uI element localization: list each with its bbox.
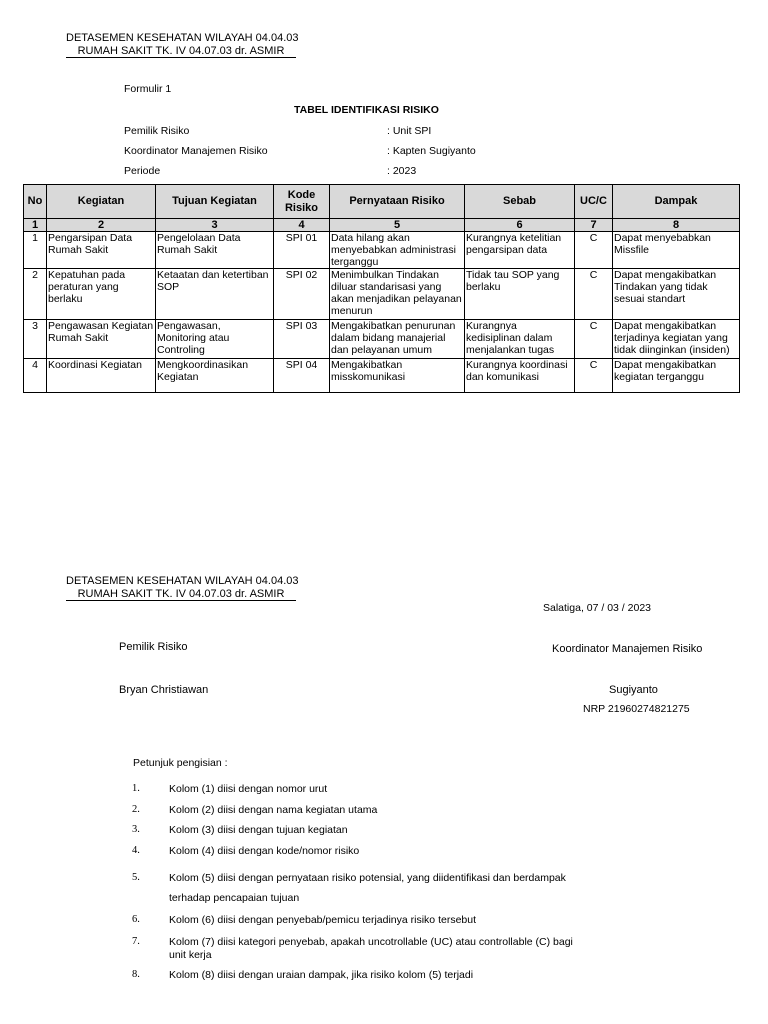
cell-kode: SPI 02	[274, 269, 330, 320]
instruction-text: Kolom (6) diisi dengan penyebab/pemicu terjadinya risiko tersebut	[169, 914, 477, 926]
col-number: 3	[156, 219, 274, 232]
cell-sebab: Tidak tau SOP yang berlaku	[465, 269, 575, 320]
cell-kegiatan: Pengawasan Kegiatan Rumah Sakit	[47, 320, 156, 359]
cell-tujuan: Pengelolaan Data Rumah Sakit	[156, 232, 274, 269]
instruction-number: 2.	[132, 804, 140, 815]
cell-kode: SPI 01	[274, 232, 330, 269]
instruction-text: Kolom (2) diisi dengan nama kegiatan utama	[169, 804, 378, 816]
col-header-no: No	[24, 185, 47, 219]
table-column-number-row	[24, 219, 740, 232]
cell-tujuan: Pengawasan, Monitoring atau Controling	[156, 320, 274, 359]
institution-name: DETASEMEN KESEHATAN WILAYAH 04.04.03	[66, 32, 299, 44]
form-title: TABEL IDENTIFIKASI RISIKO	[294, 104, 439, 116]
field-value-period: : 2023	[387, 165, 417, 177]
cell-dampak: Dapat mengakibatkan terjadinya kegiatan yang tidak diinginkan (insiden)	[613, 320, 740, 359]
cell-kegiatan: Kepatuhan pada peraturan yang berlaku	[47, 269, 156, 320]
institution-name: DETASEMEN KESEHATAN WILAYAH 04.04.03	[66, 575, 299, 587]
cell-sebab: Kurangnya koordinasi dan komunikasi	[465, 359, 575, 393]
instruction-text-continued: unit kerja	[169, 949, 212, 961]
instruction-number: 8.	[132, 969, 140, 980]
table-row	[24, 269, 740, 320]
field-value-owner: : Unit SPI	[387, 125, 432, 137]
left-signer-role: Pemilik Risiko	[119, 641, 188, 653]
cell-pernyataan: Mengakibatkan misskomunikasi	[330, 359, 465, 393]
col-header-kode: Kode Risiko	[274, 185, 330, 219]
instruction-text: Kolom (5) diisi dengan pernyataan risiko potensial, yang diidentifikasi dan berdampak	[169, 872, 566, 884]
cell-kode: SPI 04	[274, 359, 330, 393]
col-number: 6	[465, 219, 575, 232]
instruction-text: Kolom (4) diisi dengan kode/nomor risiko	[169, 845, 360, 857]
cell-no: 1	[24, 232, 47, 269]
table-header-row	[24, 185, 740, 219]
cell-dampak: Dapat menyebabkan Missfile	[613, 232, 740, 269]
cell-pernyataan: Data hilang akan menyebabkan administrasi terganggu	[330, 232, 465, 269]
instruction-number: 4.	[132, 845, 140, 856]
place-date: Salatiga, 07 / 03 / 2023	[543, 602, 651, 614]
right-signer-id: NRP 21960274821275	[583, 703, 690, 715]
col-number: 4	[274, 219, 330, 232]
field-label-period: Periode	[124, 165, 161, 177]
col-header-tujuan: Tujuan Kegiatan	[156, 185, 274, 219]
col-header-pernyataan: Pernyataan Risiko	[330, 185, 465, 219]
form-label: Formulir 1	[124, 83, 172, 95]
col-number: 7	[575, 219, 613, 232]
risk-table	[23, 184, 740, 393]
hospital-name: RUMAH SAKIT TK. IV 04.07.03 dr. ASMIR	[66, 45, 296, 58]
col-header-dampak: Dampak	[613, 185, 740, 219]
cell-pernyataan: Menimbulkan Tindakan diluar standarisasi yang akan menjadikan pelayanan menurun	[330, 269, 465, 320]
instruction-number: 6.	[132, 914, 140, 925]
col-number: 1	[24, 219, 47, 232]
col-header-kegiatan: Kegiatan	[47, 185, 156, 219]
table-row	[24, 320, 740, 359]
field-label-coordinator: Koordinator Manajemen Risiko	[124, 145, 268, 157]
cell-no: 4	[24, 359, 47, 393]
cell-ucc: C	[575, 269, 613, 320]
cell-kode: SPI 03	[274, 320, 330, 359]
col-number: 8	[613, 219, 740, 232]
instruction-number: 5.	[132, 872, 140, 883]
right-signer-role: Koordinator Manajemen Risiko	[552, 643, 703, 655]
cell-dampak: Dapat mengakibatkan kegiatan terganggu	[613, 359, 740, 393]
instruction-number: 1.	[132, 783, 140, 794]
instruction-text: Kolom (1) diisi dengan nomor urut	[169, 783, 328, 795]
instruction-text: Kolom (8) diisi dengan uraian dampak, jika risiko kolom (5) terjadi	[169, 969, 474, 981]
cell-no: 3	[24, 320, 47, 359]
instruction-text-continued: terhadap pencapaian tujuan	[169, 892, 300, 904]
instruction-number: 7.	[132, 936, 140, 947]
table-row	[24, 232, 740, 269]
cell-tujuan: Ketaatan dan ketertiban SOP	[156, 269, 274, 320]
right-signer-name: Sugiyanto	[609, 684, 658, 696]
cell-ucc: C	[575, 232, 613, 269]
table-row	[24, 359, 740, 393]
cell-kegiatan: Pengarsipan Data Rumah Sakit	[47, 232, 156, 269]
hospital-name: RUMAH SAKIT TK. IV 04.07.03 dr. ASMIR	[66, 588, 296, 601]
cell-tujuan: Mengkoordinasikan Kegiatan	[156, 359, 274, 393]
col-number: 5	[330, 219, 465, 232]
instruction-number: 3.	[132, 824, 140, 835]
cell-ucc: C	[575, 359, 613, 393]
col-header-ucc: UC/C	[575, 185, 613, 219]
cell-sebab: Kurangnya kedisiplinan dalam menjalankan tugas	[465, 320, 575, 359]
left-signer-name: Bryan Christiawan	[119, 684, 209, 696]
cell-sebab: Kurangnya ketelitian pengarsipan data	[465, 232, 575, 269]
instructions-heading: Petunjuk pengisian :	[133, 757, 228, 769]
field-label-owner: Pemilik Risiko	[124, 125, 190, 137]
cell-kegiatan: Koordinasi Kegiatan	[47, 359, 156, 393]
col-header-sebab: Sebab	[465, 185, 575, 219]
col-number: 2	[47, 219, 156, 232]
instruction-text: Kolom (7) diisi kategori penyebab, apakah uncotrollable (UC) atau controllable (C) bagi	[169, 936, 573, 948]
cell-ucc: C	[575, 320, 613, 359]
instruction-text: Kolom (3) diisi dengan tujuan kegiatan	[169, 824, 348, 836]
field-value-coordinator: : Kapten Sugiyanto	[387, 145, 476, 157]
cell-no: 2	[24, 269, 47, 320]
cell-pernyataan: Mengakibatkan penurunan dalam bidang manajerial dan pelayanan umum	[330, 320, 465, 359]
cell-dampak: Dapat mengakibatkan Tindakan yang tidak sesuai standart	[613, 269, 740, 320]
